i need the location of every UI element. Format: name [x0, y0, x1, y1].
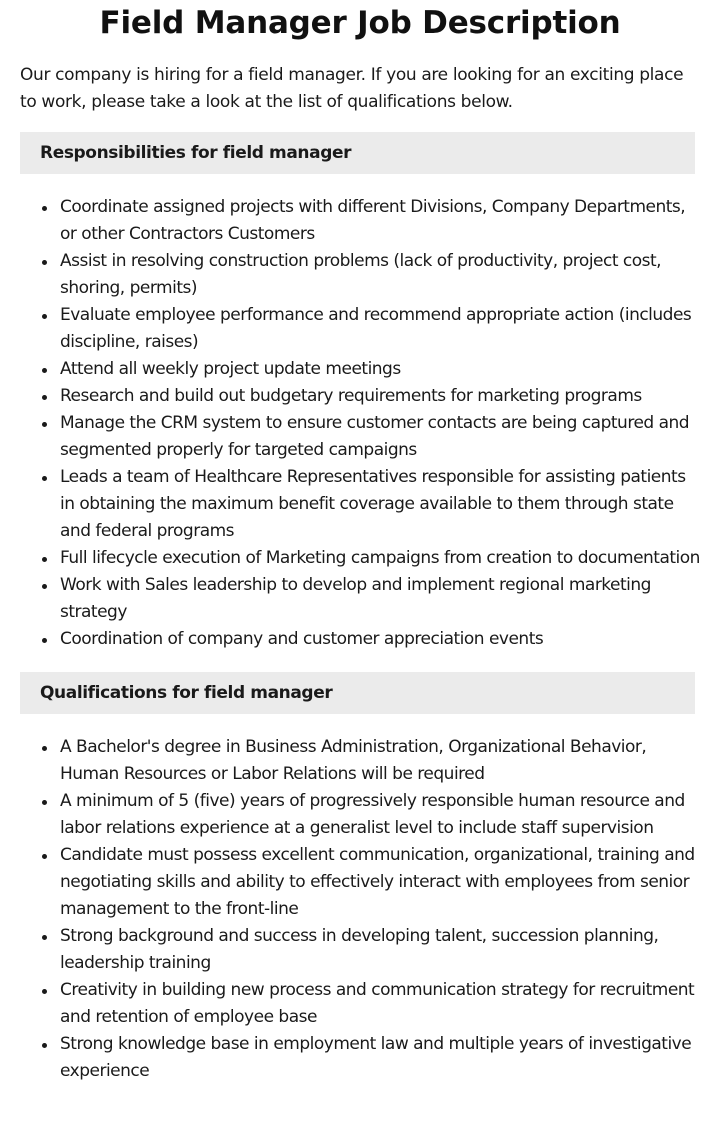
list-item: Manage the CRM system to ensure customer contacts are being captured and segmented properly for targeted campaigns	[0, 410, 720, 464]
list-item: Assist in resolving construction problems (lack of productivity, project cost, shoring, permits)	[0, 248, 720, 302]
responsibilities-list	[0, 194, 720, 653]
list-item: Attend all weekly project update meetings	[0, 356, 720, 383]
list-item: Leads a team of Healthcare Representatives responsible for assisting patients in obtaining the maximum benefit coverage available to them through state and federal programs	[0, 464, 720, 545]
list-item: Coordination of company and customer appreciation events	[0, 626, 720, 653]
qualifications-list	[0, 734, 720, 1085]
list-item: Candidate must possess excellent communication, organizational, training and negotiating skills and ability to effectively interact with employees from senior management to the front-line	[0, 842, 720, 923]
list-item: Evaluate employee performance and recommend appropriate action (includes discipline, raises)	[0, 302, 720, 356]
intro-paragraph: Our company is hiring for a field manager. If you are looking for an exciting place to work, please take a look at the list of qualifications below.	[20, 65, 684, 112]
qualifications-heading: Qualifications for field manager	[20, 672, 695, 714]
list-item: Strong knowledge base in employment law and multiple years of investigative experience	[0, 1031, 720, 1085]
list-item: Research and build out budgetary requirements for marketing programs	[0, 383, 720, 410]
list-item: Work with Sales leadership to develop and implement regional marketing strategy	[0, 572, 720, 626]
responsibilities-heading: Responsibilities for field manager	[20, 132, 695, 174]
list-item: Strong background and success in developing talent, succession planning, leadership training	[0, 923, 720, 977]
list-item: Creativity in building new process and communication strategy for recruitment and retention of employee base	[0, 977, 720, 1031]
page-title: Field Manager Job Description	[99, 5, 621, 41]
list-item: Coordinate assigned projects with different Divisions, Company Departments, or other Contractors Customers	[0, 194, 720, 248]
list-item: A minimum of 5 (five) years of progressively responsible human resource and labor relations experience at a generalist level to include staff supervision	[0, 788, 720, 842]
list-item: A Bachelor's degree in Business Administration, Organizational Behavior, Human Resources or Labor Relations will be required	[0, 734, 720, 788]
list-item: Full lifecycle execution of Marketing campaigns from creation to documentation	[0, 545, 720, 572]
